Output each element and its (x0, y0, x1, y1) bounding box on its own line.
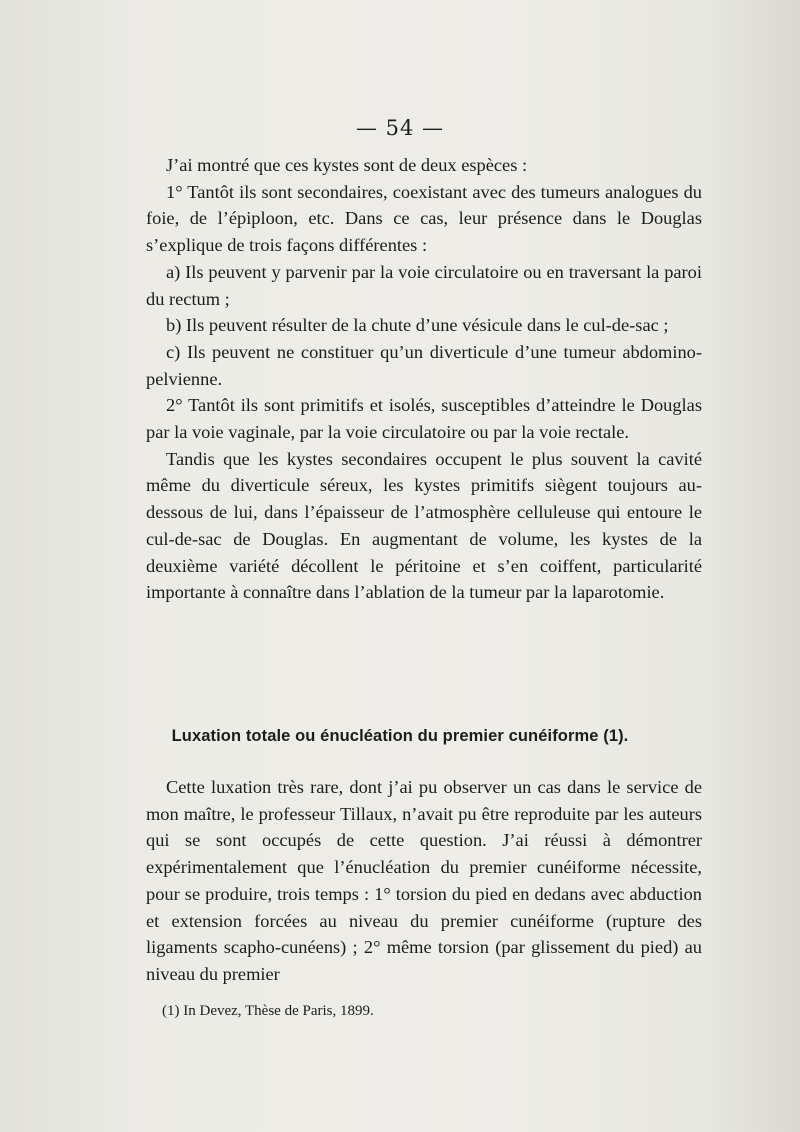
paragraph: c) Ils peuvent ne constituer qu’un diverticule d’une tumeur abdomino-pelvienne. (146, 341, 702, 389)
paragraph: 2° Tantôt ils sont primitifs et isolés, susceptibles d’atteindre le Douglas par la voie vaginale, par la voie circulatoire ou par la voie rectale. (146, 395, 702, 443)
paragraph: J’ai montré que ces kystes sont de deux espèces : (166, 155, 528, 175)
footnote: (1) In Devez, Thèse de Paris, 1899. (162, 1003, 374, 1019)
page-number: — 54 — (355, 116, 445, 140)
paragraph: Tandis que les kystes secondaires occupent le plus souvent la cavité même du diverticule séreux, les kystes primitifs siègent toujours au-dessous de lui, dans l’épaisseur de l’atmosphère celluleuse qui entoure le cul-de-sac de Douglas. En augmentant de volume, les kystes de la deuxième variété décollent le péritoine et s’en coiffent, particularité importante à connaître dans l’ablation de la tumeur par la laparotomie. (146, 448, 702, 603)
paragraph: Cette luxation très rare, dont j’ai pu observer un cas dans le service de mon maître, le professeur Tillaux, n’avait pu être reproduite par les auteurs qui se sont occupés de cette question. J’ai réussi à démontrer expérimentalement que l’énucléation du premier cunéiforme nécessite, pour se produire, trois temps : 1° torsion du pied en dedans avec abduction et extension forcées au niveau du premier cunéiforme (rupture des ligaments scapho-cunéens) ; 2° même torsion (par glissement du pied) au niveau du premier (146, 777, 702, 984)
paragraph: a) Ils peuvent y parvenir par la voie circulatoire ou en traversant la paroi du rectum ; (146, 261, 702, 309)
body-text-bottom (146, 774, 702, 988)
section-heading: Luxation totale ou énucléation du premier cunéiforme (1). (171, 727, 629, 745)
body-text-top (146, 152, 702, 606)
paragraph: 1° Tantôt ils sont secondaires, coexistant avec des tumeurs analogues du foie, de l’épiploon, etc. Dans ce cas, leur présence dans le Douglas s’explique de trois façons différentes : (146, 181, 702, 256)
paragraph: b) Ils peuvent résulter de la chute d’une vésicule dans le cul-de-sac ; (166, 315, 669, 336)
